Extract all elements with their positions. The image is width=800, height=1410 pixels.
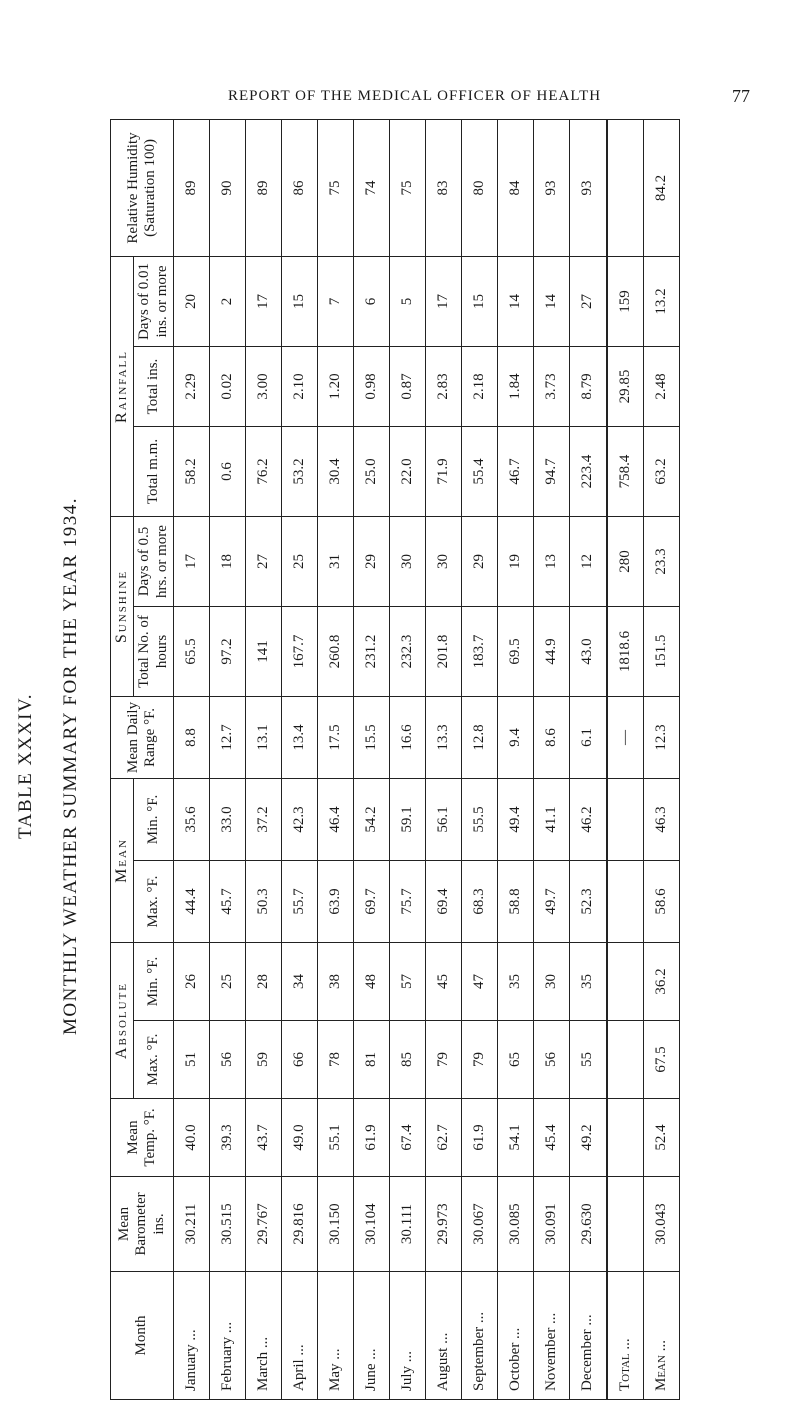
- cell-abs-min: 35: [570, 943, 607, 1021]
- cell-humidity: 84: [498, 119, 534, 256]
- col-mean-max: Max. °F.: [134, 861, 174, 943]
- cell-rain-mm: 76.2: [245, 427, 281, 517]
- cell-range: 12.8: [462, 697, 498, 779]
- cell-rain-mm: 94.7: [534, 427, 570, 517]
- cell-rain-days: 6: [354, 256, 390, 346]
- cell-sun-hours: 231.2: [354, 607, 390, 697]
- cell-mean-max: 69.4: [426, 861, 462, 943]
- cell-abs-min: 47: [462, 943, 498, 1021]
- table-row: [426, 119, 462, 1399]
- cell-rain-ins: 3.73: [534, 347, 570, 427]
- cell-rain-days: 20: [173, 256, 209, 346]
- cell-mean-temp: 45.4: [534, 1099, 570, 1177]
- cell-barometer: 29.973: [426, 1177, 462, 1272]
- cell-abs-max: 66: [281, 1021, 317, 1099]
- cell-mean-temp: 62.7: [426, 1099, 462, 1177]
- cell-mean-max: 58.6: [643, 861, 679, 943]
- cell-mean-max: 55.7: [281, 861, 317, 943]
- cell-rain-mm: 0.6: [209, 427, 245, 517]
- cell-mean-min: 35.6: [173, 779, 209, 861]
- cell-rain-mm: 55.4: [462, 427, 498, 517]
- cell-month: October ...: [498, 1272, 534, 1400]
- cell-barometer: 30.104: [354, 1177, 390, 1272]
- col-daily-range: Mean Daily Range °F.: [111, 697, 174, 779]
- col-rain-days: Days of 0.01 ins. or more: [134, 256, 174, 346]
- cell-abs-max: [607, 1021, 644, 1099]
- col-rain-ins: Total ins.: [134, 347, 174, 427]
- cell-rain-ins: 29.85: [607, 347, 644, 427]
- cell-range: 13.3: [426, 697, 462, 779]
- cell-sun-days: 19: [498, 517, 534, 607]
- cell-abs-min: 30: [534, 943, 570, 1021]
- table-row: [607, 119, 644, 1399]
- cell-mean-max: [607, 861, 644, 943]
- cell-range: 13.1: [245, 697, 281, 779]
- cell-rain-days: 13.2: [643, 256, 679, 346]
- cell-mean-temp: 61.9: [462, 1099, 498, 1177]
- table-row: [209, 119, 245, 1399]
- table-row: [462, 119, 498, 1399]
- cell-mean-temp: 52.4: [643, 1099, 679, 1177]
- cell-mean-min: 55.5: [462, 779, 498, 861]
- cell-range: 8.8: [173, 697, 209, 779]
- cell-rain-days: 2: [209, 256, 245, 346]
- group-sunshine: Sunshine: [111, 517, 134, 697]
- cell-barometer: 30.150: [318, 1177, 354, 1272]
- cell-humidity: 80: [462, 119, 498, 256]
- cell-sun-days: 27: [245, 517, 281, 607]
- header-title: REPORT OF THE MEDICAL OFFICER OF HEALTH: [228, 88, 602, 104]
- cell-month: May ...: [318, 1272, 354, 1400]
- cell-mean-max: 50.3: [245, 861, 281, 943]
- col-mean-min: Min. °F.: [134, 779, 174, 861]
- cell-abs-max: 79: [426, 1021, 462, 1099]
- cell-abs-max: 78: [318, 1021, 354, 1099]
- cell-abs-max: 67.5: [643, 1021, 679, 1099]
- header-row-groups: [111, 119, 134, 1399]
- cell-barometer: 30.043: [643, 1177, 679, 1272]
- cell-humidity: [607, 119, 644, 256]
- cell-month: December ...: [570, 1272, 607, 1400]
- cell-mean-max: 68.3: [462, 861, 498, 943]
- cell-barometer: 30.515: [209, 1177, 245, 1272]
- cell-sun-days: 31: [318, 517, 354, 607]
- cell-barometer: 30.091: [534, 1177, 570, 1272]
- cell-range: 8.6: [534, 697, 570, 779]
- cell-rain-ins: 3.00: [245, 347, 281, 427]
- cell-mean-min: [607, 779, 644, 861]
- cell-humidity: 89: [173, 119, 209, 256]
- cell-sun-days: 30: [390, 517, 426, 607]
- cell-sun-hours: 167.7: [281, 607, 317, 697]
- cell-rain-ins: 2.10: [281, 347, 317, 427]
- cell-abs-min: 35: [498, 943, 534, 1021]
- cell-range: 13.4: [281, 697, 317, 779]
- cell-range: —: [607, 697, 644, 779]
- cell-sun-days: 29: [462, 517, 498, 607]
- cell-humidity: 90: [209, 119, 245, 256]
- cell-abs-min: 57: [390, 943, 426, 1021]
- cell-mean-temp: 43.7: [245, 1099, 281, 1177]
- col-rain-mm: Total m.m.: [134, 427, 174, 517]
- cell-month: June ...: [354, 1272, 390, 1400]
- cell-rain-mm: 22.0: [390, 427, 426, 517]
- cell-mean-max: 69.7: [354, 861, 390, 943]
- cell-range: 12.7: [209, 697, 245, 779]
- cell-mean-temp: 67.4: [390, 1099, 426, 1177]
- cell-mean-max: 75.7: [390, 861, 426, 943]
- weather-table-container: [110, 120, 680, 1400]
- cell-mean-min: 37.2: [245, 779, 281, 861]
- cell-rain-ins: 0.98: [354, 347, 390, 427]
- cell-abs-min: 28: [245, 943, 281, 1021]
- cell-month: August ...: [426, 1272, 462, 1400]
- cell-sun-days: 23.3: [643, 517, 679, 607]
- cell-abs-min: 48: [354, 943, 390, 1021]
- cell-rain-days: 27: [570, 256, 607, 346]
- cell-abs-min: 26: [173, 943, 209, 1021]
- cell-rain-ins: 2.48: [643, 347, 679, 427]
- cell-rain-days: 14: [498, 256, 534, 346]
- cell-mean-max: 52.3: [570, 861, 607, 943]
- cell-rain-mm: 30.4: [318, 427, 354, 517]
- cell-rain-mm: 46.7: [498, 427, 534, 517]
- cell-sun-hours: 44.9: [534, 607, 570, 697]
- page-number: 77: [732, 86, 750, 106]
- cell-rain-ins: 0.02: [209, 347, 245, 427]
- cell-sun-hours: 260.8: [318, 607, 354, 697]
- cell-rain-mm: 223.4: [570, 427, 607, 517]
- cell-rain-mm: 63.2: [643, 427, 679, 517]
- col-humidity: Relative Humidity (Saturation 100): [111, 119, 174, 256]
- cell-rain-days: 7: [318, 256, 354, 346]
- cell-mean-min: 42.3: [281, 779, 317, 861]
- cell-abs-min: 45: [426, 943, 462, 1021]
- cell-mean-min: 49.4: [498, 779, 534, 861]
- group-mean: Mean: [111, 779, 134, 943]
- cell-abs-max: 65: [498, 1021, 534, 1099]
- cell-month: July ...: [390, 1272, 426, 1400]
- cell-sun-days: 30: [426, 517, 462, 607]
- table-body: [173, 119, 679, 1399]
- cell-sun-hours: 151.5: [643, 607, 679, 697]
- cell-rain-mm: 71.9: [426, 427, 462, 517]
- cell-sun-days: 17: [173, 517, 209, 607]
- cell-rain-ins: 8.79: [570, 347, 607, 427]
- col-barometer: Mean Barometer ins.: [111, 1177, 174, 1272]
- table-row: [354, 119, 390, 1399]
- cell-sun-days: 18: [209, 517, 245, 607]
- cell-rain-days: 15: [462, 256, 498, 346]
- table-row: [534, 119, 570, 1399]
- cell-mean-max: 63.9: [318, 861, 354, 943]
- cell-month: February ...: [209, 1272, 245, 1400]
- cell-rain-ins: 2.29: [173, 347, 209, 427]
- col-month: Month: [111, 1272, 174, 1400]
- cell-sun-hours: 69.5: [498, 607, 534, 697]
- cell-rain-days: 5: [390, 256, 426, 346]
- cell-mean-temp: 61.9: [354, 1099, 390, 1177]
- cell-barometer: [607, 1177, 644, 1272]
- page-header: [0, 88, 800, 108]
- cell-abs-max: 79: [462, 1021, 498, 1099]
- cell-rain-days: 159: [607, 256, 644, 346]
- cell-rain-days: 17: [426, 256, 462, 346]
- cell-mean-max: 44.4: [173, 861, 209, 943]
- cell-abs-max: 55: [570, 1021, 607, 1099]
- cell-rain-ins: 2.18: [462, 347, 498, 427]
- cell-mean-temp: [607, 1099, 644, 1177]
- cell-range: 9.4: [498, 697, 534, 779]
- cell-humidity: 83: [426, 119, 462, 256]
- cell-mean-min: 46.2: [570, 779, 607, 861]
- table-label: TABLE XXXIV.: [15, 693, 36, 839]
- cell-month: January ...: [173, 1272, 209, 1400]
- cell-humidity: 86: [281, 119, 317, 256]
- cell-abs-min: 34: [281, 943, 317, 1021]
- cell-barometer: 30.211: [173, 1177, 209, 1272]
- cell-mean-min: 33.0: [209, 779, 245, 861]
- cell-rain-days: 14: [534, 256, 570, 346]
- cell-sun-hours: 201.8: [426, 607, 462, 697]
- cell-range: 15.5: [354, 697, 390, 779]
- table-row: [643, 119, 679, 1399]
- cell-rain-mm: 758.4: [607, 427, 644, 517]
- cell-mean-temp: 49.2: [570, 1099, 607, 1177]
- cell-sun-days: 13: [534, 517, 570, 607]
- cell-rain-ins: 0.87: [390, 347, 426, 427]
- cell-mean-max: 58.8: [498, 861, 534, 943]
- cell-abs-max: 56: [209, 1021, 245, 1099]
- cell-barometer: 29.816: [281, 1177, 317, 1272]
- cell-month: November ...: [534, 1272, 570, 1400]
- cell-sun-hours: 183.7: [462, 607, 498, 697]
- cell-mean-max: 49.7: [534, 861, 570, 943]
- table-row: [245, 119, 281, 1399]
- cell-range: 6.1: [570, 697, 607, 779]
- col-abs-min: Min. °F.: [134, 943, 174, 1021]
- group-absolute: Absolute: [111, 943, 134, 1099]
- cell-barometer: 30.111: [390, 1177, 426, 1272]
- cell-abs-max: 81: [354, 1021, 390, 1099]
- cell-abs-max: 59: [245, 1021, 281, 1099]
- cell-mean-min: 41.1: [534, 779, 570, 861]
- cell-month: April ...: [281, 1272, 317, 1400]
- col-mean-temp: Mean Temp. °F.: [111, 1099, 174, 1177]
- cell-abs-min: 36.2: [643, 943, 679, 1021]
- cell-range: 16.6: [390, 697, 426, 779]
- cell-abs-min: 38: [318, 943, 354, 1021]
- cell-month: September ...: [462, 1272, 498, 1400]
- group-rainfall: Rainfall: [111, 256, 134, 516]
- cell-sun-days: 12: [570, 517, 607, 607]
- cell-rain-days: 17: [245, 256, 281, 346]
- cell-mean-min: 46.3: [643, 779, 679, 861]
- cell-humidity: 75: [318, 119, 354, 256]
- cell-month: Total ...: [607, 1272, 644, 1400]
- cell-rain-ins: 1.84: [498, 347, 534, 427]
- cell-rain-mm: 25.0: [354, 427, 390, 517]
- cell-barometer: 29.767: [245, 1177, 281, 1272]
- cell-mean-temp: 39.3: [209, 1099, 245, 1177]
- cell-mean-max: 45.7: [209, 861, 245, 943]
- cell-rain-mm: 58.2: [173, 427, 209, 517]
- table-row: [498, 119, 534, 1399]
- cell-month: Mean ...: [643, 1272, 679, 1400]
- cell-mean-min: 56.1: [426, 779, 462, 861]
- cell-mean-temp: 40.0: [173, 1099, 209, 1177]
- cell-mean-temp: 55.1: [318, 1099, 354, 1177]
- cell-sun-hours: 65.5: [173, 607, 209, 697]
- cell-humidity: 89: [245, 119, 281, 256]
- table-row: [318, 119, 354, 1399]
- cell-humidity: 93: [570, 119, 607, 256]
- cell-abs-min: [607, 943, 644, 1021]
- cell-mean-min: 46.4: [318, 779, 354, 861]
- table-row: [390, 119, 426, 1399]
- cell-abs-min: 25: [209, 943, 245, 1021]
- cell-abs-max: 51: [173, 1021, 209, 1099]
- cell-rain-ins: 2.83: [426, 347, 462, 427]
- cell-mean-temp: 54.1: [498, 1099, 534, 1177]
- cell-rain-ins: 1.20: [318, 347, 354, 427]
- cell-humidity: 75: [390, 119, 426, 256]
- cell-sun-hours: 141: [245, 607, 281, 697]
- cell-sun-days: 280: [607, 517, 644, 607]
- cell-sun-days: 25: [281, 517, 317, 607]
- cell-rain-days: 15: [281, 256, 317, 346]
- cell-sun-days: 29: [354, 517, 390, 607]
- cell-barometer: 29.630: [570, 1177, 607, 1272]
- cell-abs-max: 56: [534, 1021, 570, 1099]
- cell-range: 12.3: [643, 697, 679, 779]
- col-abs-max: Max. °F.: [134, 1021, 174, 1099]
- cell-sun-hours: 232.3: [390, 607, 426, 697]
- cell-humidity: 84.2: [643, 119, 679, 256]
- table-row: [570, 119, 607, 1399]
- cell-humidity: 74: [354, 119, 390, 256]
- weather-summary-table: [110, 119, 680, 1400]
- cell-sun-hours: 43.0: [570, 607, 607, 697]
- table-row: [281, 119, 317, 1399]
- col-sun-hours: Total No. of hours: [134, 607, 174, 697]
- cell-abs-max: 85: [390, 1021, 426, 1099]
- table-row: [173, 119, 209, 1399]
- cell-rain-mm: 53.2: [281, 427, 317, 517]
- cell-barometer: 30.067: [462, 1177, 498, 1272]
- cell-mean-min: 54.2: [354, 779, 390, 861]
- cell-sun-hours: 97.2: [209, 607, 245, 697]
- table-title: MONTHLY WEATHER SUMMARY FOR THE YEAR 1934.: [60, 496, 81, 1036]
- cell-humidity: 93: [534, 119, 570, 256]
- cell-month: March ...: [245, 1272, 281, 1400]
- cell-range: 17.5: [318, 697, 354, 779]
- cell-mean-min: 59.1: [390, 779, 426, 861]
- cell-sun-hours: 1818.6: [607, 607, 644, 697]
- col-sun-days: Days of 0.5 hrs. or more: [134, 517, 174, 607]
- cell-barometer: 30.085: [498, 1177, 534, 1272]
- cell-mean-temp: 49.0: [281, 1099, 317, 1177]
